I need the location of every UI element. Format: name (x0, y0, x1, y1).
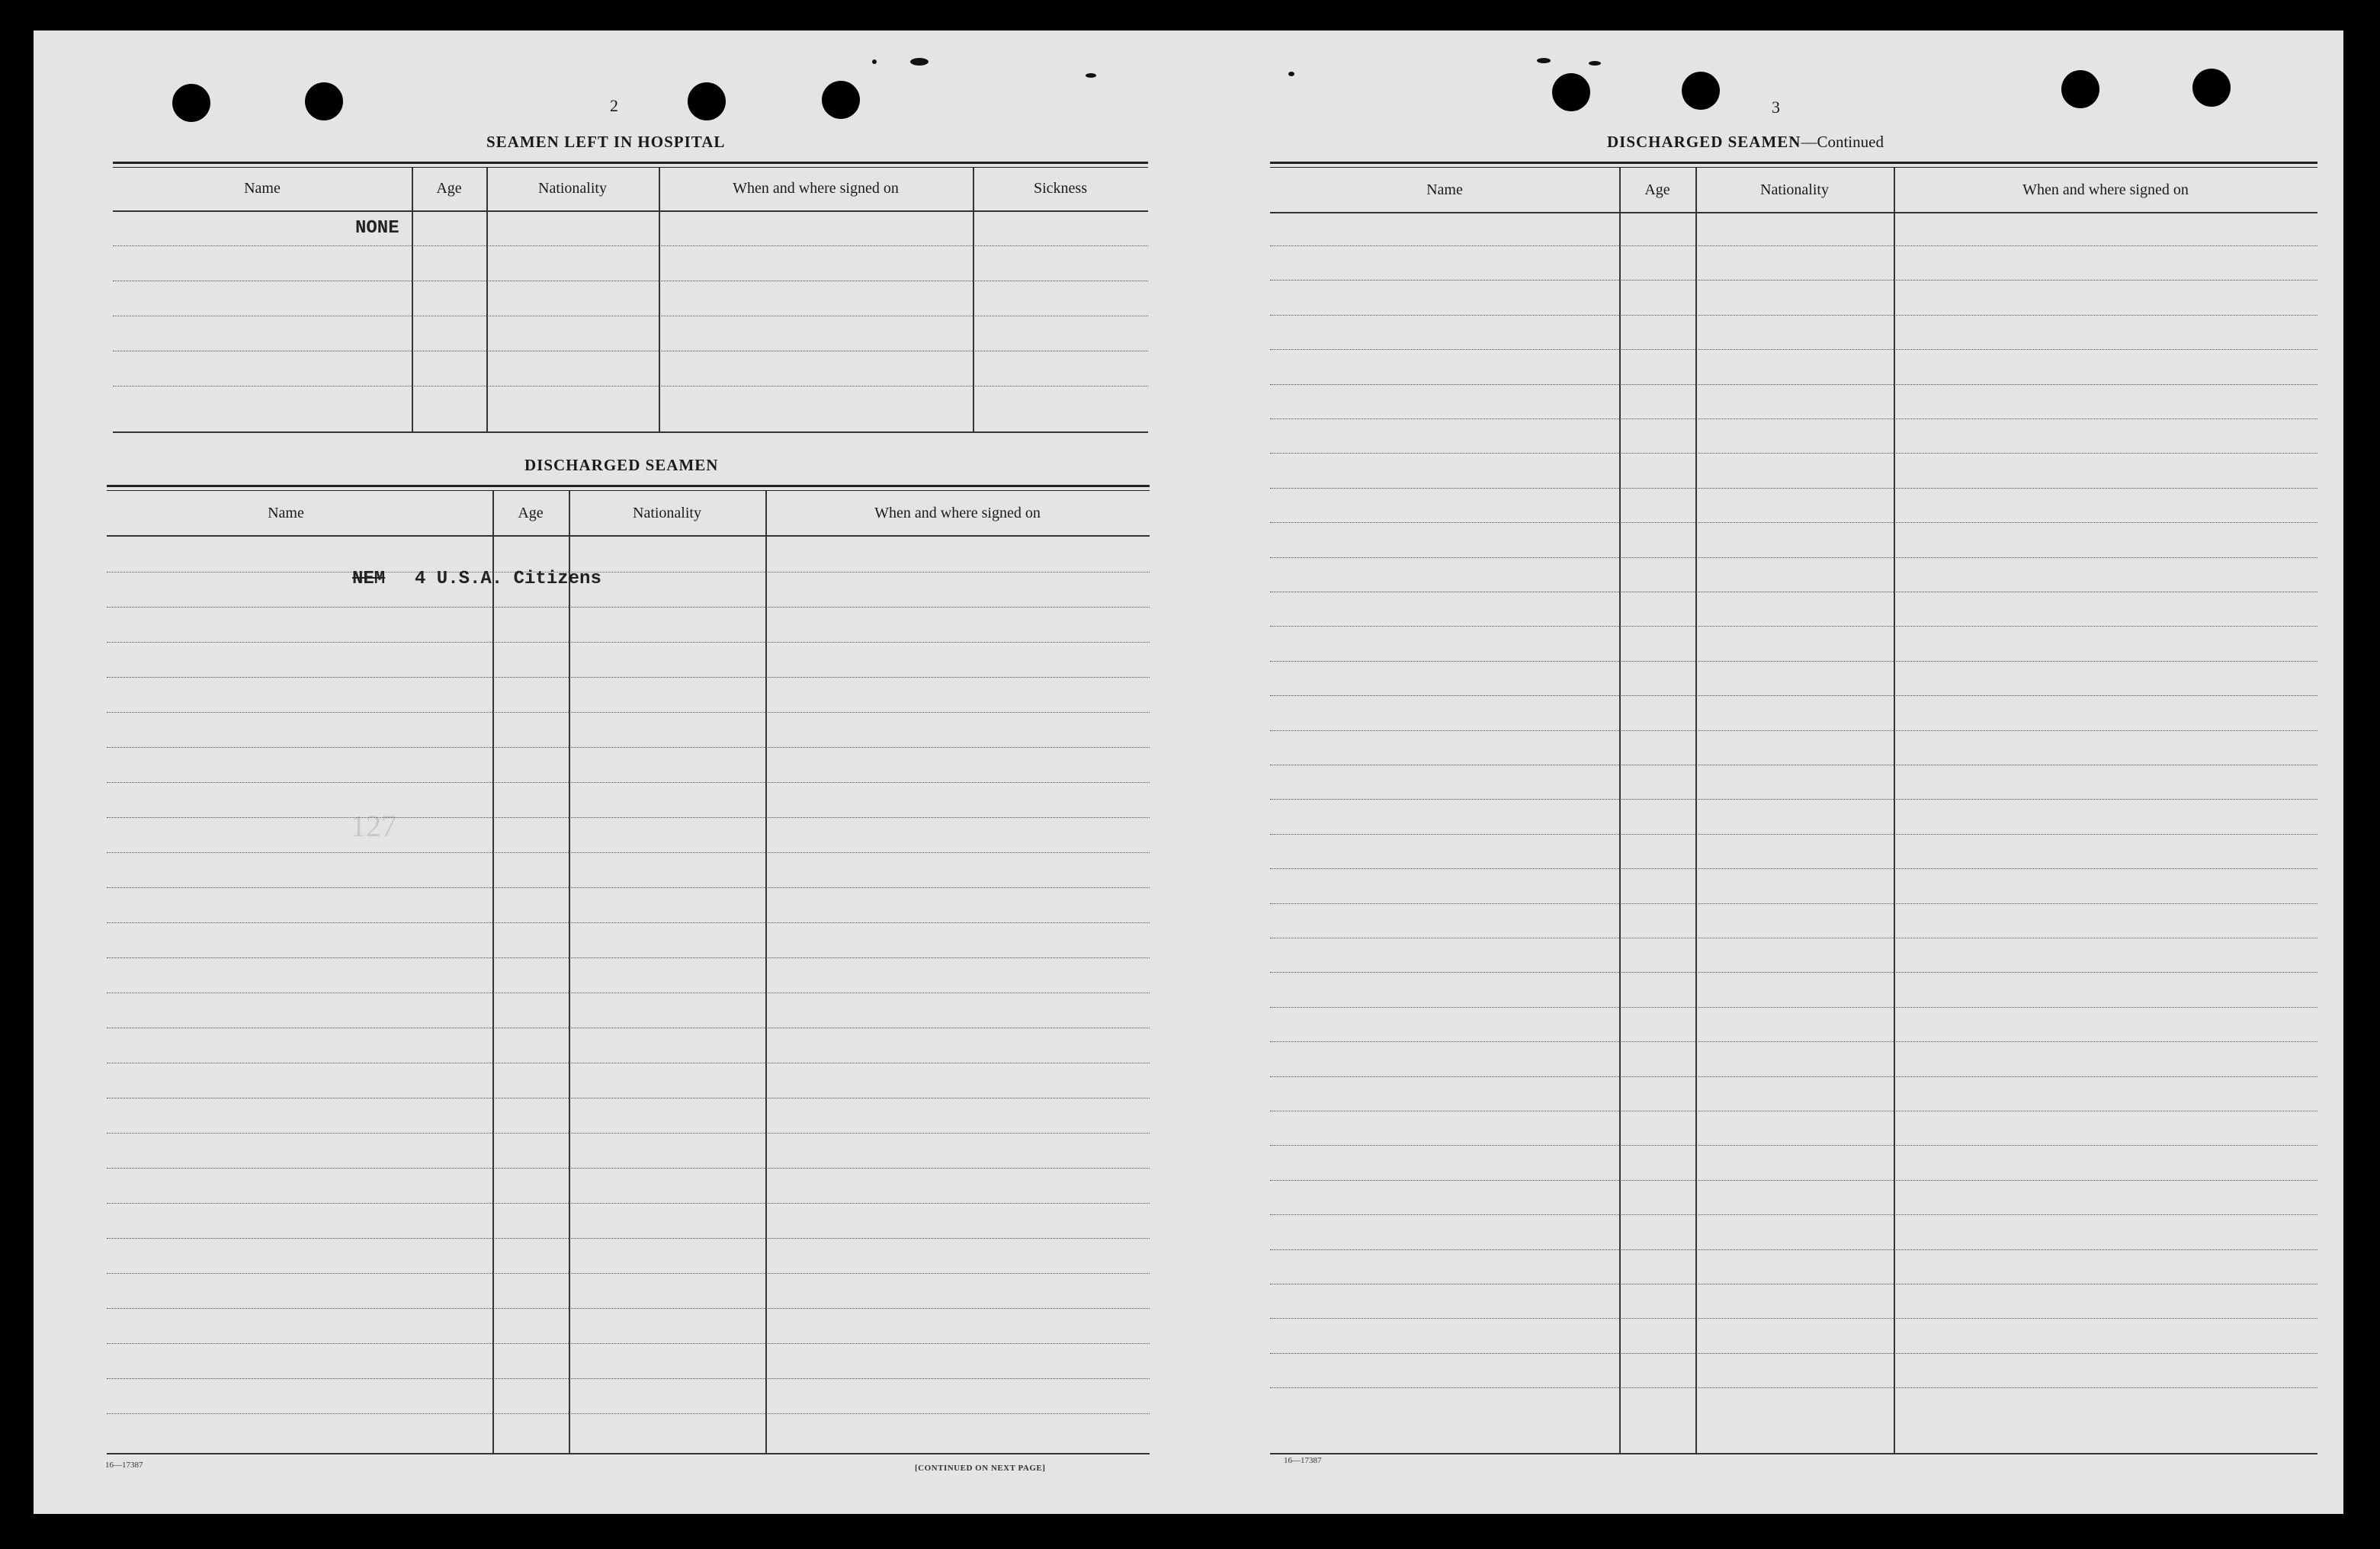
column-divider (569, 491, 570, 1454)
ink-speck (1288, 72, 1294, 76)
punch-hole (2061, 70, 2099, 108)
ink-speck (1086, 73, 1096, 78)
table-bottom-rule (107, 1453, 1150, 1454)
table-row (1270, 315, 2317, 316)
table-row (107, 922, 1150, 923)
discharged-table (107, 485, 1150, 1454)
punch-hole (688, 82, 726, 120)
table-row (107, 1308, 1150, 1309)
table-row (1270, 1249, 2317, 1250)
table-row (1270, 1076, 2317, 1077)
column-divider (412, 168, 413, 433)
page-number-right: 3 (1772, 98, 1780, 117)
punch-hole (822, 81, 860, 119)
table-row (1270, 1318, 2317, 1319)
column-divider (659, 168, 660, 433)
ink-speck (1589, 61, 1601, 66)
table-top-rule (113, 162, 1148, 168)
discharged-cont-table (1270, 162, 2317, 1454)
table-row (1270, 280, 2317, 281)
discharged-cont-title-suffix: —Continued (1801, 133, 1884, 151)
hospital-section-title: SEAMEN LEFT IN HOSPITAL (486, 133, 726, 151)
discharged-entry-struck: NEM (352, 569, 386, 589)
column-divider (1619, 168, 1621, 1454)
table-bottom-rule (1270, 1453, 2317, 1454)
table-row (1270, 1007, 2317, 1008)
table-row (1270, 1041, 2317, 1042)
table-row (113, 245, 1148, 246)
discharged-entry: 4 U.S.A. Citizens (415, 569, 601, 589)
discharged-section-title: DISCHARGED SEAMEN (524, 456, 719, 474)
table-row (107, 1343, 1150, 1344)
punch-hole (172, 84, 210, 122)
table-row (1270, 695, 2317, 696)
ink-speck (872, 59, 877, 64)
header-age: Age (436, 180, 462, 197)
table-row (1270, 488, 2317, 489)
hospital-table (113, 162, 1148, 433)
table-row (1270, 1145, 2317, 1146)
table-row (107, 712, 1150, 713)
form-number-right: 16—17387 (1284, 1456, 1322, 1465)
table-row (1270, 384, 2317, 385)
table-row (1270, 1387, 2317, 1388)
table-row (1270, 903, 2317, 904)
table-row (1270, 661, 2317, 662)
bleed-through-mark: 127 (351, 809, 396, 843)
ink-speck (1537, 58, 1551, 63)
table-row (107, 1133, 1150, 1134)
table-row (107, 887, 1150, 888)
table-row (1270, 1214, 2317, 1215)
column-divider (1894, 168, 1895, 1454)
header-name: Name (244, 180, 281, 197)
table-bottom-rule (113, 431, 1148, 433)
table-row (107, 1168, 1150, 1169)
table-row (107, 782, 1150, 783)
header-nationality: Nationality (538, 180, 607, 197)
ink-speck (910, 58, 929, 66)
table-row (1270, 799, 2317, 800)
punch-hole (1682, 72, 1720, 110)
header-nationality: Nationality (1760, 181, 1829, 198)
document-sheet (34, 30, 2343, 1514)
table-row (107, 642, 1150, 643)
column-divider (486, 168, 488, 433)
table-row (107, 1203, 1150, 1204)
header-when-where: When and where signed on (2022, 181, 2189, 198)
header-when-where: When and where signed on (733, 180, 899, 197)
column-divider (765, 491, 767, 1454)
header-nationality: Nationality (633, 505, 701, 521)
table-row (1270, 626, 2317, 627)
table-row (107, 1238, 1150, 1239)
table-row (1270, 522, 2317, 523)
table-row (107, 1273, 1150, 1274)
column-divider (973, 168, 974, 433)
table-row (1270, 868, 2317, 869)
header-age: Age (518, 505, 544, 521)
column-divider (1695, 168, 1697, 1454)
punch-hole (2192, 69, 2231, 107)
table-row (1270, 972, 2317, 973)
header-when-where: When and where signed on (874, 505, 1041, 521)
table-row (107, 677, 1150, 678)
table-top-rule (107, 485, 1150, 491)
table-row (107, 852, 1150, 853)
table-row (1270, 349, 2317, 350)
header-name: Name (268, 505, 304, 521)
table-top-rule (1270, 162, 2317, 168)
page-number-left: 2 (610, 96, 618, 115)
table-row (1270, 834, 2317, 835)
table-row (1270, 730, 2317, 731)
continued-note: [CONTINUED ON NEXT PAGE] (915, 1464, 1046, 1473)
table-row (107, 1378, 1150, 1379)
table-row (107, 817, 1150, 818)
column-divider (492, 491, 494, 1454)
discharged-cont-title (1607, 133, 1884, 152)
header-age: Age (1644, 181, 1670, 198)
punch-hole (305, 82, 343, 120)
table-row (107, 607, 1150, 608)
header-sickness: Sickness (1034, 180, 1087, 197)
form-number-left: 16—17387 (105, 1461, 143, 1470)
table-row (1270, 1353, 2317, 1354)
hospital-entry-none: NONE (355, 218, 399, 239)
punch-hole (1552, 73, 1590, 111)
table-row (107, 957, 1150, 958)
table-row (107, 747, 1150, 748)
table-row (1270, 1180, 2317, 1181)
table-row (1270, 453, 2317, 454)
table-row (1270, 557, 2317, 558)
header-name: Name (1426, 181, 1463, 198)
table-row (107, 1413, 1150, 1414)
table-row (1270, 245, 2317, 246)
discharged-cont-title-main: DISCHARGED SEAMEN (1607, 133, 1801, 151)
